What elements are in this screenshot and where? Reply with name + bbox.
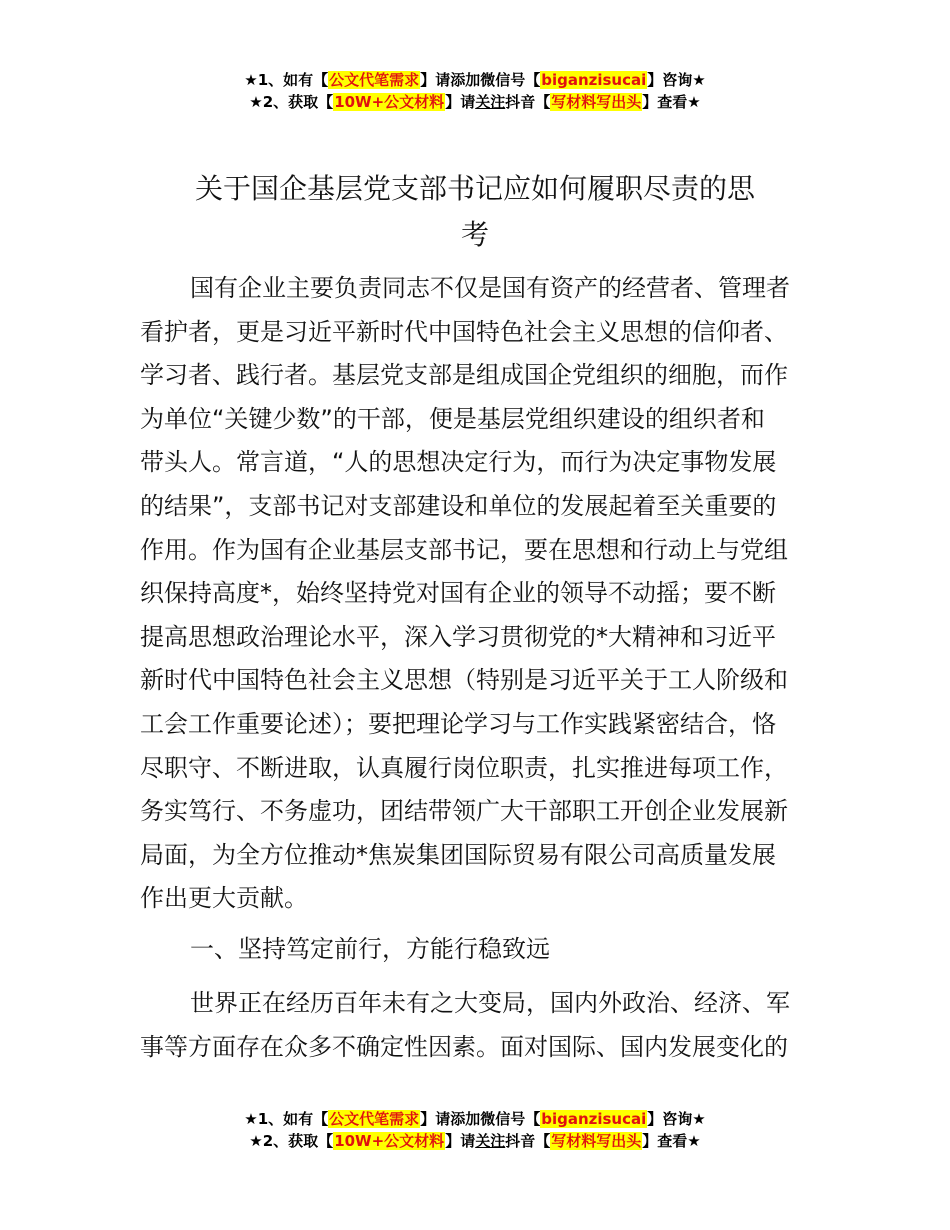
- section-heading-text: 一、坚持笃定前行，方能行稳致远: [190, 935, 550, 963]
- paragraph-line: 为单位“关键少数”的干部，便是基层党组织建设的组织者和: [140, 404, 765, 433]
- paragraph-line: 务实笃行、不务虚功，团结带领广大干部职工开创企业发展新: [140, 797, 788, 826]
- paragraph-line: 新时代中国特色社会主义思想（特别是习近平关于工人阶级和: [140, 666, 788, 695]
- banner-line-2: [0, 1130, 950, 1152]
- banner-text: 】请: [445, 1132, 476, 1150]
- banner-text: 】查看★: [642, 93, 701, 111]
- paragraph-line: 提高思想政治理论水平，深入学习贯彻党的*大精神和习近平: [140, 622, 776, 651]
- header-banner: [0, 69, 950, 113]
- title-line: 关于国企基层党支部书记应如何履职尽责的思: [194, 172, 755, 205]
- paragraph-line: 作用。作为国有企业基层支部书记，要在思想和行动上与党组: [140, 535, 788, 564]
- section-heading: [140, 928, 810, 972]
- banner-text: ★1、如有【: [244, 71, 329, 89]
- banner-highlight: biganzisucai: [541, 1110, 647, 1128]
- banner-line-2: [0, 91, 950, 113]
- paragraph-line: 作出更大贡献。: [140, 884, 308, 913]
- banner-text: ★1、如有【: [244, 1110, 329, 1128]
- paragraph-line: 尽职守、不断进取，认真履行岗位职责，扎实推进每项工作，: [140, 753, 788, 782]
- paragraph-1: [140, 267, 810, 921]
- paragraph-line: 事等方面存在众多不确定性因素。面对国际、国内发展变化的: [140, 1032, 788, 1061]
- banner-text: 】咨询★: [647, 1110, 706, 1128]
- banner-text: 】咨询★: [647, 71, 706, 89]
- paragraph-2: [140, 982, 810, 1069]
- banner-text: 】请: [445, 93, 476, 111]
- banner-highlight: 写材料写出头: [551, 1132, 642, 1150]
- paragraph-line: 学习者、践行者。基层党支部是组成国企党组织的细胞，而作: [140, 361, 788, 390]
- paragraph-line: 局面，为全方位推动*焦炭集团国际贸易有限公司高质量发展: [140, 840, 776, 869]
- banner-line-1: [0, 69, 950, 91]
- banner-highlight: 10W+公文材料: [334, 1132, 445, 1150]
- banner-text: ★2、获取【: [249, 93, 334, 111]
- paragraph-line: 带头人。常言道，“人的思想决定行为，而行为决定事物发展: [140, 448, 777, 477]
- paragraph-line: 国有企业主要负责同志不仅是国有资产的经营者、管理者: [190, 274, 790, 302]
- paragraph-line: 世界正在经历百年未有之大变局，国内外政治、经济、军: [190, 989, 790, 1017]
- banner-highlight: 公文代笔需求: [329, 71, 420, 89]
- title-line: 考: [460, 218, 489, 251]
- banner-text: 抖音【: [505, 1132, 551, 1150]
- paragraph-line: 的结果”，支部书记对支部建设和单位的发展起着至关重要的: [140, 491, 777, 520]
- banner-highlight: 写材料写出头: [551, 93, 642, 111]
- paragraph-line: 织保持高度*，始终坚持党对国有企业的领导不动摇；要不断: [140, 579, 776, 608]
- document-title: [140, 166, 810, 258]
- paragraph-line: 看护者，更是习近平新时代中国特色社会主义思想的信仰者、: [140, 317, 788, 346]
- banner-text: 】请添加微信号【: [420, 71, 541, 89]
- banner-underlined-text: 关注: [475, 1132, 506, 1150]
- banner-text: ★2、获取【: [249, 1132, 334, 1150]
- banner-highlight: 10W+公文材料: [334, 93, 445, 111]
- footer-banner: [0, 1108, 950, 1152]
- banner-highlight: biganzisucai: [541, 71, 647, 89]
- banner-underlined-text: 关注: [475, 93, 506, 111]
- banner-text: 抖音【: [505, 93, 551, 111]
- banner-text: 】请添加微信号【: [420, 1110, 541, 1128]
- paragraph-line: 工会工作重要论述）；要把理论学习与工作实践紧密结合，恪: [140, 709, 776, 738]
- banner-line-1: [0, 1108, 950, 1130]
- banner-text: 】查看★: [642, 1132, 701, 1150]
- banner-highlight: 公文代笔需求: [329, 1110, 420, 1128]
